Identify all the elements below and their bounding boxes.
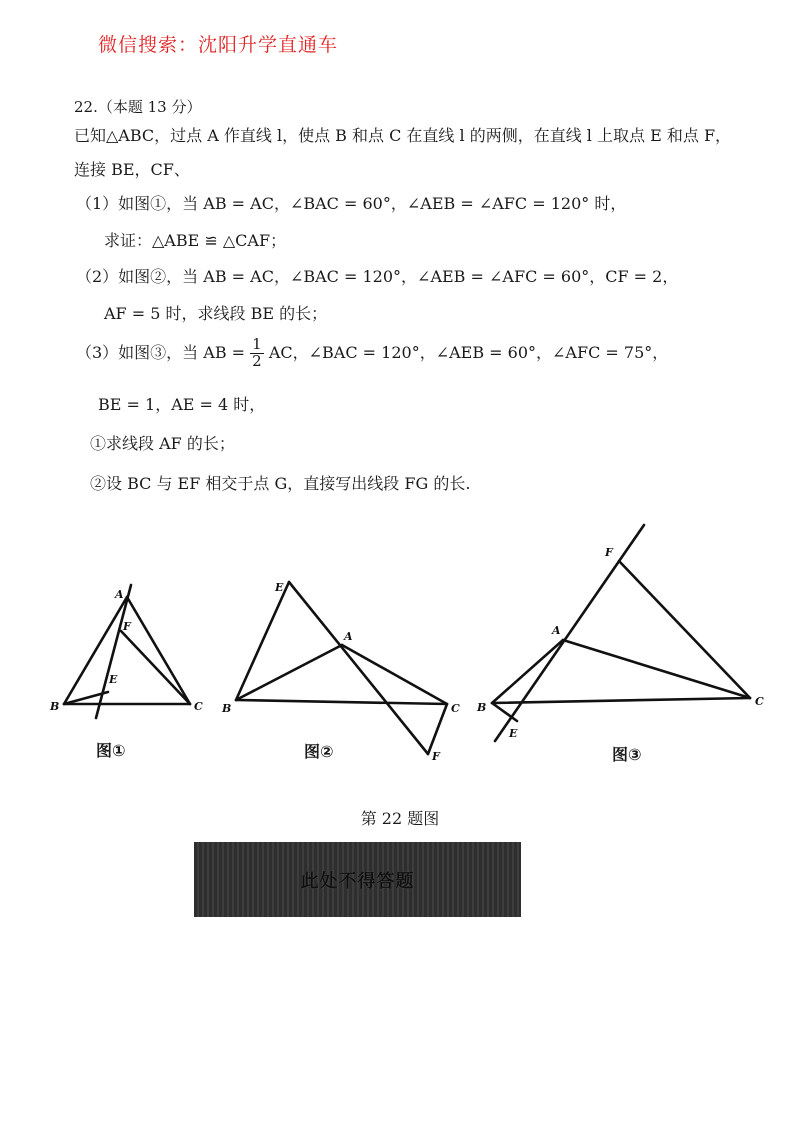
fig3-label-E: E xyxy=(509,727,518,740)
problem-intro-line-2: 连接 BE，CF、 xyxy=(74,160,190,179)
part2-line-1: （2）如图②，当 AB = AC，∠BAC = 120°，∠AEB = ∠AFC = 60°，CF = 2， xyxy=(76,267,679,286)
problem-header: 22.（本题 13 分） xyxy=(74,98,202,116)
part1-line-1: （1）如图①，当 AB = AC，∠BAC = 60°，∠AEB = ∠AFC = 120° 时， xyxy=(76,194,627,213)
part1-line-2: 求证：△ABE ≌ △CAF； xyxy=(104,231,287,250)
fig3-label-F: F xyxy=(605,546,613,559)
fig1-label-F: F xyxy=(123,620,131,633)
fig1-label-B: B xyxy=(50,700,60,713)
fig2-label-A: A xyxy=(344,630,353,643)
fig2-label-F: F xyxy=(432,750,440,763)
fig1-label-E: E xyxy=(109,673,118,686)
fig3-label-C: C xyxy=(755,695,764,708)
fig2-label-E: E xyxy=(275,581,284,594)
part3-suffix: AC，∠BAC = 120°，∠AEB = 60°，∠AFC = 75°， xyxy=(268,342,669,362)
fig3-label-B: B xyxy=(477,701,487,714)
figure-3-caption: 图③ xyxy=(612,745,642,764)
part3-question-1: ①求线段 AF 的长； xyxy=(90,434,235,453)
figure-2-caption: 图② xyxy=(304,742,334,761)
watermark-text: 微信搜索：沈阳升学直通车 xyxy=(98,34,339,56)
part3-line-2: BE = 1，AE = 4 时， xyxy=(98,395,266,414)
no-answer-zone xyxy=(194,842,521,917)
fig1-label-A: A xyxy=(115,588,124,601)
part3-prefix: （3）如图③，当 AB = xyxy=(76,342,246,362)
figure-caption: 第 22 题图 xyxy=(360,809,440,828)
part2-line-2: AF = 5 时，求线段 BE 的长； xyxy=(104,304,328,323)
fig3-segment-BC xyxy=(492,698,750,703)
figure-1-caption: 图① xyxy=(96,741,126,760)
fig3-line-l xyxy=(495,525,644,741)
fig3-label-A: A xyxy=(552,624,561,637)
fraction-numerator: 1 xyxy=(252,335,262,353)
problem-intro-line-1: 已知△ABC，过点 A 作直线 l，使点 B 和点 C 在直线 l 的两侧，在直线 l 上取点 E 和点 F， xyxy=(74,126,732,145)
fig2-label-C: C xyxy=(451,702,460,715)
fig3-segment-BE xyxy=(492,703,517,721)
no-answer-zone-label: 此处不得答题 xyxy=(300,870,415,892)
fig2-label-B: B xyxy=(222,702,232,715)
part3-question-2: ②设 BC 与 EF 相交于点 G，直接写出线段 FG 的长. xyxy=(90,474,471,493)
fig1-label-C: C xyxy=(194,700,203,713)
fraction-denominator: 2 xyxy=(252,351,262,370)
